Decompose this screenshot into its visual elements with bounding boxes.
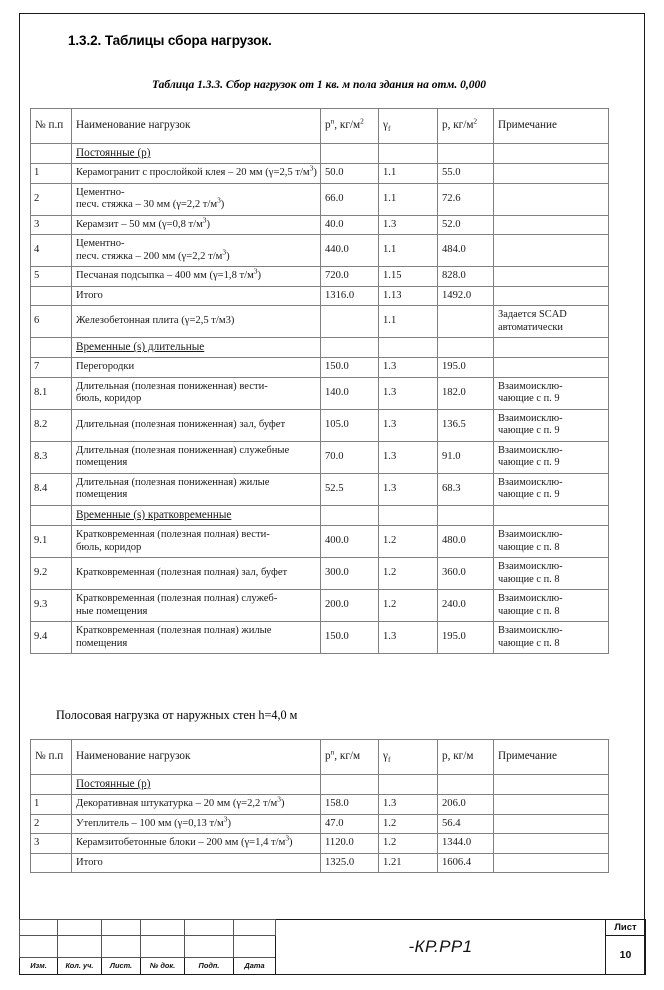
- row-number: [31, 338, 72, 358]
- row-note: [494, 853, 609, 873]
- stamp-col-podp: Подп.: [185, 957, 234, 974]
- row-group-label: Временные (s) длительные: [72, 338, 321, 358]
- row-name: Длительная (полезная пониженная) жилые помещения: [72, 473, 321, 505]
- row-note: Взаимоисклю- чающие с п. 8: [494, 590, 609, 622]
- table1-caption: Таблица 1.3.3. Сбор нагрузок от 1 кв. м пола здания на отм. 0,000: [152, 79, 486, 91]
- table-row: [31, 306, 609, 338]
- row-number: 8.2: [31, 409, 72, 441]
- row-number: 9.1: [31, 526, 72, 558]
- row-p: [438, 144, 494, 164]
- row-gamma: 1.21: [379, 853, 438, 873]
- row-pn: 300.0: [321, 558, 379, 590]
- stamp-col-koluch: Кол. уч.: [58, 957, 102, 974]
- stamp-cell-blank[interactable]: [234, 936, 276, 958]
- table-row: [31, 795, 609, 815]
- row-name: Кратковременная (полезная полная) вести- бюль, коридор: [72, 526, 321, 558]
- row-number: 8.3: [31, 441, 72, 473]
- row-pn: 105.0: [321, 409, 379, 441]
- table2-body: [31, 740, 609, 873]
- row-name: Кратковременная (полезная полная) жилые помещения: [72, 622, 321, 654]
- column-header: Примечание: [494, 109, 609, 144]
- row-number: 9.4: [31, 622, 72, 654]
- row-gamma: 1.15: [379, 267, 438, 287]
- row-p: 828.0: [438, 267, 494, 287]
- row-note: [494, 814, 609, 834]
- row-note: Взаимоисклю- чающие с п. 9: [494, 473, 609, 505]
- row-gamma: [379, 338, 438, 358]
- column-header: Наименование нагрузок: [72, 740, 321, 775]
- row-pn: 150.0: [321, 622, 379, 654]
- row-p: [438, 505, 494, 525]
- row-number: [31, 775, 72, 795]
- load-collection-table-floor: [30, 108, 609, 654]
- row-pn: [321, 505, 379, 525]
- row-pn: 47.0: [321, 814, 379, 834]
- row-p: 195.0: [438, 358, 494, 378]
- column-header: № п.п: [31, 109, 72, 144]
- row-name: Итого: [72, 286, 321, 306]
- row-group-label: Постоянные (p): [72, 775, 321, 795]
- row-p: [438, 306, 494, 338]
- stamp-cell-blank[interactable]: [20, 936, 58, 958]
- row-number: [31, 505, 72, 525]
- row-gamma: [379, 144, 438, 164]
- row-p: 182.0: [438, 377, 494, 409]
- table-row: [31, 267, 609, 287]
- stamp-cell-blank[interactable]: [102, 920, 141, 936]
- row-number: 5: [31, 267, 72, 287]
- row-note: Взаимоисклю- чающие с п. 8: [494, 558, 609, 590]
- section-heading: 1.3.2. Таблицы сбора нагрузок.: [68, 33, 272, 48]
- title-block: [19, 919, 646, 975]
- row-gamma: 1.2: [379, 526, 438, 558]
- row-note: Взаимоисклю- чающие с п. 9: [494, 441, 609, 473]
- row-gamma: [379, 505, 438, 525]
- row-gamma: 1.3: [379, 409, 438, 441]
- table-header-row: [31, 740, 609, 775]
- row-number: [31, 853, 72, 873]
- row-name: Итого: [72, 853, 321, 873]
- row-p: [438, 775, 494, 795]
- row-pn: 200.0: [321, 590, 379, 622]
- stamp-cell-blank[interactable]: [185, 920, 234, 936]
- row-pn: 40.0: [321, 215, 379, 235]
- stamp-cell-blank[interactable]: [234, 920, 276, 936]
- row-name: Кратковременная (полезная полная) служеб- ные помещения: [72, 590, 321, 622]
- stamp-col-list: Лист.: [102, 957, 141, 974]
- row-pn: 70.0: [321, 441, 379, 473]
- row-gamma: 1.1: [379, 183, 438, 215]
- table-row: [31, 144, 609, 164]
- table2-caption: Полосовая нагрузка от наружных стен h=4,0 м: [56, 708, 298, 722]
- table-row: [31, 235, 609, 267]
- sheet-label: Лист: [606, 920, 646, 936]
- row-p: [438, 338, 494, 358]
- table-row: [31, 526, 609, 558]
- table-row: [31, 377, 609, 409]
- row-pn: 50.0: [321, 164, 379, 184]
- table-row: [31, 358, 609, 378]
- column-header: $\gamma_f$: [379, 740, 438, 775]
- row-pn: 1120.0: [321, 834, 379, 854]
- row-note: [494, 235, 609, 267]
- row-gamma: 1.2: [379, 834, 438, 854]
- row-number: 8.1: [31, 377, 72, 409]
- row-gamma: 1.2: [379, 558, 438, 590]
- row-number: [31, 286, 72, 306]
- row-name: Длительная (полезная пониженная) зал, буфет: [72, 409, 321, 441]
- table-row: [31, 505, 609, 525]
- stamp-col-izm: Изм.: [20, 957, 58, 974]
- table-row: [31, 622, 609, 654]
- stamp-cell-blank[interactable]: [141, 920, 185, 936]
- row-note: Взаимоисклю- чающие с п. 8: [494, 622, 609, 654]
- row-note: [494, 144, 609, 164]
- table-row: [31, 558, 609, 590]
- table-row: [31, 473, 609, 505]
- table-row: [31, 338, 609, 358]
- column-header: $\gamma_f$: [379, 109, 438, 144]
- row-number: 3: [31, 215, 72, 235]
- row-note: [494, 164, 609, 184]
- row-gamma: 1.3: [379, 473, 438, 505]
- table-row: [31, 441, 609, 473]
- document-number: -КР.РР1: [276, 920, 606, 975]
- stamp-cell-blank[interactable]: [185, 936, 234, 958]
- row-note: [494, 834, 609, 854]
- row-p: 1492.0: [438, 286, 494, 306]
- row-pn: [321, 144, 379, 164]
- row-pn: 720.0: [321, 267, 379, 287]
- row-note: [494, 267, 609, 287]
- row-p: 1344.0: [438, 834, 494, 854]
- row-number: 9.2: [31, 558, 72, 590]
- row-number: 7: [31, 358, 72, 378]
- row-name: Кратковременная (полезная полная) зал, буфет: [72, 558, 321, 590]
- row-group-label: Временные (s) кратковременные: [72, 505, 321, 525]
- row-gamma: 1.3: [379, 795, 438, 815]
- row-p: 91.0: [438, 441, 494, 473]
- table-row: [31, 590, 609, 622]
- row-number: 6: [31, 306, 72, 338]
- row-gamma: 1.3: [379, 441, 438, 473]
- row-pn: 52.5: [321, 473, 379, 505]
- row-gamma: 1.13: [379, 286, 438, 306]
- row-p: 195.0: [438, 622, 494, 654]
- row-group-label: Постоянные (p): [72, 144, 321, 164]
- table-row: [31, 286, 609, 306]
- row-number: 4: [31, 235, 72, 267]
- table-row: [31, 834, 609, 854]
- column-header: Наименование нагрузок: [72, 109, 321, 144]
- table1-body: [31, 109, 609, 654]
- row-gamma: 1.2: [379, 590, 438, 622]
- row-gamma: 1.1: [379, 164, 438, 184]
- row-p: 68.3: [438, 473, 494, 505]
- stamp-cell-blank[interactable]: [102, 936, 141, 958]
- row-number: 8.4: [31, 473, 72, 505]
- row-pn: 1325.0: [321, 853, 379, 873]
- row-number: 2: [31, 183, 72, 215]
- row-pn: 150.0: [321, 358, 379, 378]
- row-gamma: 1.1: [379, 235, 438, 267]
- row-number: 3: [31, 834, 72, 854]
- row-pn: 440.0: [321, 235, 379, 267]
- row-number: [31, 144, 72, 164]
- row-note: [494, 505, 609, 525]
- stamp-cell-blank[interactable]: [20, 920, 58, 936]
- row-pn: 66.0: [321, 183, 379, 215]
- row-gamma: 1.2: [379, 814, 438, 834]
- row-pn: [321, 306, 379, 338]
- column-header: p, кг/м: [438, 740, 494, 775]
- column-header: Примечание: [494, 740, 609, 775]
- row-gamma: 1.1: [379, 306, 438, 338]
- row-gamma: [379, 775, 438, 795]
- row-p: 55.0: [438, 164, 494, 184]
- row-gamma: 1.3: [379, 215, 438, 235]
- row-pn: 400.0: [321, 526, 379, 558]
- row-name: Цементно- песч. стяжка – 200 мм (γ=2,2 $т/м^3$): [72, 235, 321, 267]
- stamp-col-data: Дата: [234, 957, 276, 974]
- row-note: Взаимоисклю- чающие с п. 9: [494, 377, 609, 409]
- column-header: p, $кг/м^2$: [438, 109, 494, 144]
- row-p: 480.0: [438, 526, 494, 558]
- row-name: Цементно- песч. стяжка – 30 мм (γ=2,2 $т/м^3$): [72, 183, 321, 215]
- row-number: 2: [31, 814, 72, 834]
- row-p: 1606.4: [438, 853, 494, 873]
- row-note: Взаимоисклю- чающие с п. 8: [494, 526, 609, 558]
- stamp-col-nomdok: № док.: [141, 957, 185, 974]
- table-row: [31, 814, 609, 834]
- stamp-cell-blank[interactable]: [141, 936, 185, 958]
- row-name: Длительная (полезная пониженная) вести- бюль, коридор: [72, 377, 321, 409]
- row-note: [494, 795, 609, 815]
- row-number: 9.3: [31, 590, 72, 622]
- table-row: [31, 183, 609, 215]
- table-header-row: [31, 109, 609, 144]
- row-p: 206.0: [438, 795, 494, 815]
- table-row: [31, 409, 609, 441]
- table-row: [31, 775, 609, 795]
- row-p: 136.5: [438, 409, 494, 441]
- load-collection-table-walls: [30, 739, 609, 873]
- row-pn: 140.0: [321, 377, 379, 409]
- row-note: Задается SCAD автоматически: [494, 306, 609, 338]
- table-row: [31, 164, 609, 184]
- row-note: [494, 338, 609, 358]
- row-gamma: 1.3: [379, 358, 438, 378]
- row-p: 484.0: [438, 235, 494, 267]
- stamp-cell-blank[interactable]: [58, 920, 102, 936]
- row-p: 56.4: [438, 814, 494, 834]
- row-name: Утеплитель – 100 мм (γ=0,13 $т/м^3$): [72, 814, 321, 834]
- row-name: Железобетонная плита (γ=2,5 т/м3): [72, 306, 321, 338]
- row-note: [494, 358, 609, 378]
- table-row: [31, 215, 609, 235]
- column-header: $p^n$, $кг/м^2$: [321, 109, 379, 144]
- stamp-cell-blank[interactable]: [58, 936, 102, 958]
- row-name: Декоративная штукатурка – 20 мм (γ=2,2 $т/м^3$): [72, 795, 321, 815]
- row-name: Перегородки: [72, 358, 321, 378]
- row-note: [494, 215, 609, 235]
- column-header: № п.п: [31, 740, 72, 775]
- row-name: Керамзит – 50 мм (γ=0,8 $т/м^3$): [72, 215, 321, 235]
- row-number: 1: [31, 795, 72, 815]
- row-name: Длительная (полезная пониженная) служебные помещения: [72, 441, 321, 473]
- row-note: [494, 775, 609, 795]
- sheet-number: 10: [606, 936, 646, 975]
- column-header: $p^n$, кг/м: [321, 740, 379, 775]
- row-note: [494, 286, 609, 306]
- row-pn: [321, 775, 379, 795]
- row-pn: 158.0: [321, 795, 379, 815]
- row-note: Взаимоисклю- чающие с п. 9: [494, 409, 609, 441]
- row-name: Песчаная подсыпка – 400 мм (γ=1,8 $т/м^3$): [72, 267, 321, 287]
- row-p: 52.0: [438, 215, 494, 235]
- row-name: Керамзитобетонные блоки – 200 мм (γ=1,4 $т/м^3$): [72, 834, 321, 854]
- row-gamma: 1.3: [379, 622, 438, 654]
- row-note: [494, 183, 609, 215]
- row-pn: [321, 338, 379, 358]
- row-gamma: 1.3: [379, 377, 438, 409]
- row-number: 1: [31, 164, 72, 184]
- row-p: 72.6: [438, 183, 494, 215]
- row-name: Керамогранит с прослойкой клея – 20 мм (γ=2,5 $т/м^3$): [72, 164, 321, 184]
- row-p: 240.0: [438, 590, 494, 622]
- row-pn: 1316.0: [321, 286, 379, 306]
- row-p: 360.0: [438, 558, 494, 590]
- table-row: [31, 853, 609, 873]
